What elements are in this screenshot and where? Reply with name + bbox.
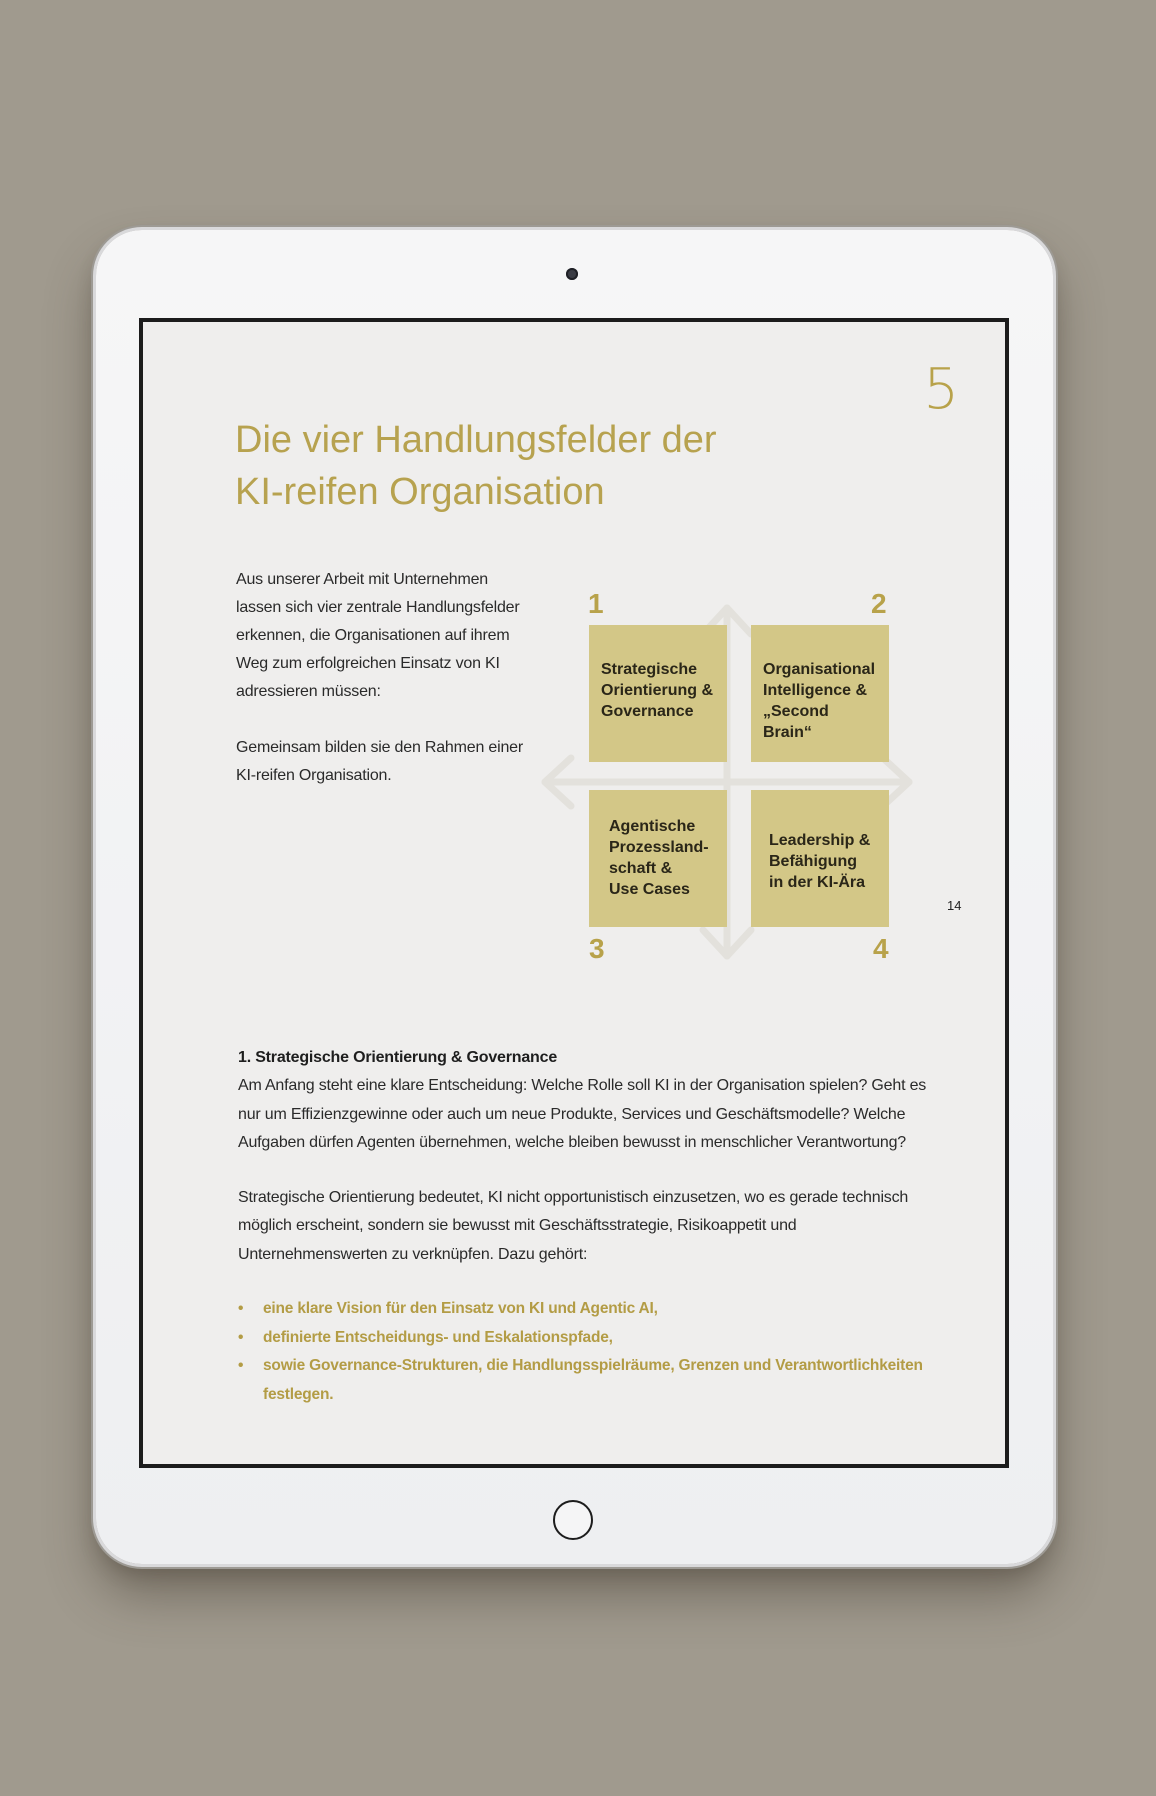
four-fields-diagram <box>531 572 951 992</box>
chapter-number: 5 <box>923 357 959 422</box>
field-strategic-orientation: Strategische Orientierung & Governance <box>589 625 727 762</box>
page-number: 14 <box>947 898 962 913</box>
front-camera <box>566 268 578 280</box>
field-agentic-processes: Agentische Prozessland- schaft & Use Cases <box>589 790 727 927</box>
section-strategic-orientation <box>238 1044 938 1409</box>
section-paragraph-2: Strategische Orientierung bedeutet, KI nicht opportunistisch einzusetzen, wo es gerade technisch möglich erscheint, sondern sie bewusst mit Geschäftsstrategie, Risikoappetit und Unternehmenswerten zu verknüpfen. Dazu gehört: <box>238 1188 909 1263</box>
section-heading: 1. Strategische Orientierung & Governance <box>238 1049 558 1066</box>
intro-text <box>236 566 536 818</box>
field-organisational-intelligence: Organisational Intelligence & „Second Brain“ <box>751 625 889 762</box>
page-title-line-2: KI-reifen Organisation <box>235 471 605 513</box>
bullet-item: • eine klare Vision für den Einsatz von KI und Agentic AI, <box>238 1295 938 1324</box>
bullet-item: • sowie Governance-Strukturen, die Handlungsspielräume, Grenzen und Verantwortlichkeiten festlegen. <box>238 1352 938 1409</box>
intro-paragraph-1: Aus unserer Arbeit mit Unternehmen lassen sich vier zentrale Handlungsfelder erkennen, die Organisationen auf ihrem Weg zum erfolgreichen Einsatz von KI adressieren müssen: <box>236 571 520 700</box>
field-number-4: 4 <box>873 933 889 964</box>
section-paragraph-1: Am Anfang steht eine klare Entscheidung: Welche Rolle soll KI in der Organisation spielen? Geht es nur um Effizienzgewinne oder auch um neue Produkte, Services und Geschäftsmodelle? Welche Aufgaben dürfen Agenten übernehmen, welche bleiben bewusst in menschlicher Verantwortung? <box>238 1077 927 1151</box>
field-leadership: Leadership & Befähigung in der KI-Ära <box>751 790 889 927</box>
tablet-device <box>96 230 1053 1564</box>
page-title <box>235 414 795 518</box>
bullet-item: • definierte Entscheidungs- und Eskalationspfade, <box>238 1324 938 1353</box>
governance-bullet-list <box>238 1295 938 1409</box>
page-title-line-1: Die vier Handlungsfelder der <box>235 419 717 461</box>
field-number-1: 1 <box>588 588 604 619</box>
home-button[interactable] <box>553 1500 593 1540</box>
document-page[interactable] <box>139 318 1009 1468</box>
intro-paragraph-2: Gemeinsam bilden sie den Rahmen einer KI-reifen Organisation. <box>236 739 523 784</box>
field-number-2: 2 <box>871 588 887 619</box>
field-number-3: 3 <box>589 933 605 964</box>
